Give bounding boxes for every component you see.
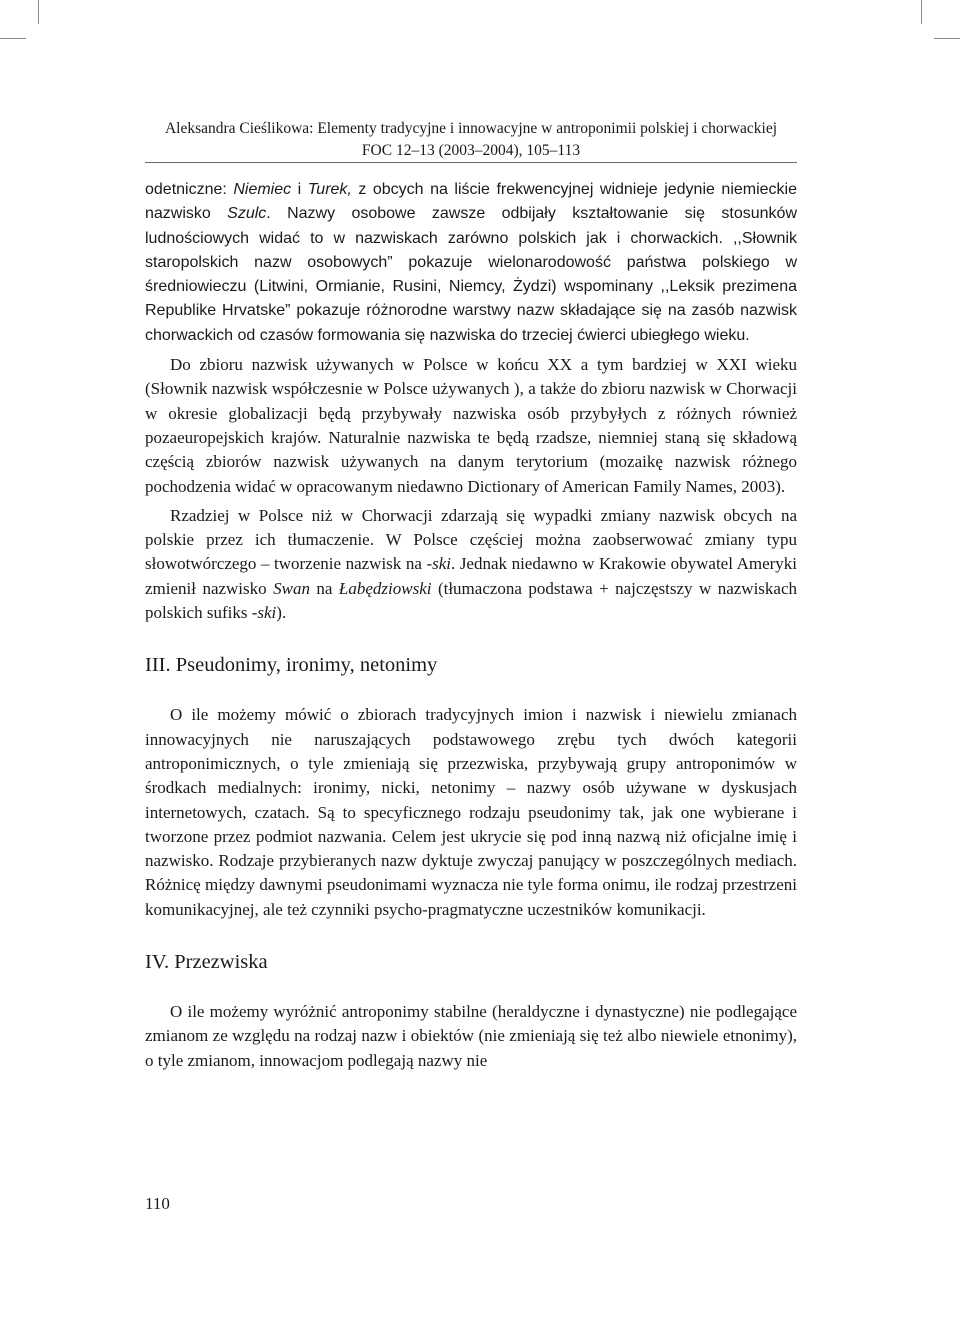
page-number: 110 [145, 1194, 170, 1213]
crop-mark-left [0, 38, 26, 39]
header-citation: FOC 12–13 (2003–2004), 105–113 [361, 142, 581, 159]
paragraph-2: Do zbioru nazwisk używanych w Polsce w końcu XX a tym bardziej w XXI wieku (Słownik nazwisk współczesnie w Polsce używanych ), a także do zbioru nazwisk w Chorwacji w okresie globalizacji będą przybywały nazwiska osób przybyłych z różnych również pozaeuropejskich krajów. Naturalnie nazwiska te będą rzadsze, niemniej staną się składową częścią zbiorów nazwisk używanych na danym terytorium (mozaikę nazwisk różnego pochodzenia widać w opracowanym niedawno Dictionary of American Family Names, 2003). [145, 355, 797, 496]
text-span: odetniczne: [145, 181, 234, 198]
text-span: na [309, 578, 339, 598]
running-header [145, 118, 797, 162]
section-heading-3: III. Pseudonimy, ironimy, netonimy [145, 654, 438, 677]
paragraph-3 [145, 504, 797, 625]
text-span: ). [276, 603, 287, 623]
crop-mark-top-left [38, 0, 39, 24]
italic-term: Swan [273, 578, 310, 598]
section-3-paragraph: O ile możemy mówić o zbiorach tradycyjnych imion i nazwisk i niewielu zmianach innowacyjnych nie naruszających podstawowego zrębu tych dwóch kategorii antroponimicznych, o tyle zmieniają się przezwiska, przybywają grupy antroponimów w środkach medialnych: ironimy, nicki, netonimy – nazwy osób używane w dyskusjach internetowych, czatach. Są to specyficznego rodzaju pseudonimy tak, jak one wybierane i tworzone przez podmiot nazwania. Celem jest ukrycie się pod inną nazwą niż oficjalne imię i nazwisko. Rodzaje przybieranych nazw dyktuje zwyczaj panujący w poszczególnych mediach. Różnicę między dawnymi pseudonimami wyznacza nie tyle forma onimu, ile rodzaj przestrzeni komunikacyjnej, ale też czynniki psycho-pragmatyczne uczestników komunikacji. [145, 705, 797, 919]
text-span: z obcych na liście frekwencyjnej widnieje jedynie niemieckie nazwisko [145, 181, 798, 223]
text-span: . Nazwy osobowe zawsze odbijały kształtowanie się stosunków ludnościowych widać to w nazwiskach zarówno polskich jak i chorwackich. ,,Słownik staropolskich nazw osobowych” pokazuje wielonarodowość państwa polskiego w średniowieczu (Litwini, Ormianie, Rusini, Niemcy, Żydzi) wspominany ,,Leksik prezimena Republike Hrvatske” pokazuje różnorodne warstwy nazw składające się na zasób nazwisk chorwackich od czasów formowania się nazwiska do trzeciej ćwierci ubiegłego wieku. [145, 205, 798, 344]
text-span: i [291, 181, 308, 198]
crop-mark-right [934, 38, 960, 39]
italic-term: Niemiec [233, 181, 292, 198]
section-4-paragraph: O ile możemy wyróżnić antroponimy stabilne (heraldyczne i dynastyczne) nie podlegające zmianom ze względu na rodzaj nazw i obiektów (nie zmieniają się też albo niewiele etnonimy), o tyle zmianom, innowacjom podlegają nazwy nie [145, 1002, 797, 1070]
crop-mark-top-right [921, 0, 922, 24]
paragraph-1 [145, 178, 797, 348]
italic-term: Łabędziowski [338, 578, 432, 598]
italic-term: -ski [251, 603, 277, 623]
text-span: . Jednak niedawno w Krakowie obywatel Ameryki zmienił nazwisko [145, 554, 797, 598]
page-body [145, 178, 797, 1073]
italic-term: Turek, [307, 181, 352, 198]
header-rule [145, 162, 797, 163]
italic-term: -ski [426, 554, 452, 574]
section-heading-4: IV. Przezwiska [145, 951, 268, 974]
text-span: Rzadziej w Polsce niż w Chorwacji zdarzają się wypadki zmiany nazwisk obcych na polskie przez ich tłumaczenie. W Polsce częściej można zaobserwować zmiany typu słowotwórczego – tworzenie nazwisk na [145, 505, 797, 574]
text-span: (tłumaczona podstawa + najczęstszy w nazwiskach polskich sufiks [145, 578, 797, 623]
header-author-title: Aleksandra Cieślikowa: Elementy tradycyjne i innowacyjne w antroponimii polskiej i chorwackiej [164, 120, 778, 137]
italic-term: Szulc [227, 205, 267, 223]
